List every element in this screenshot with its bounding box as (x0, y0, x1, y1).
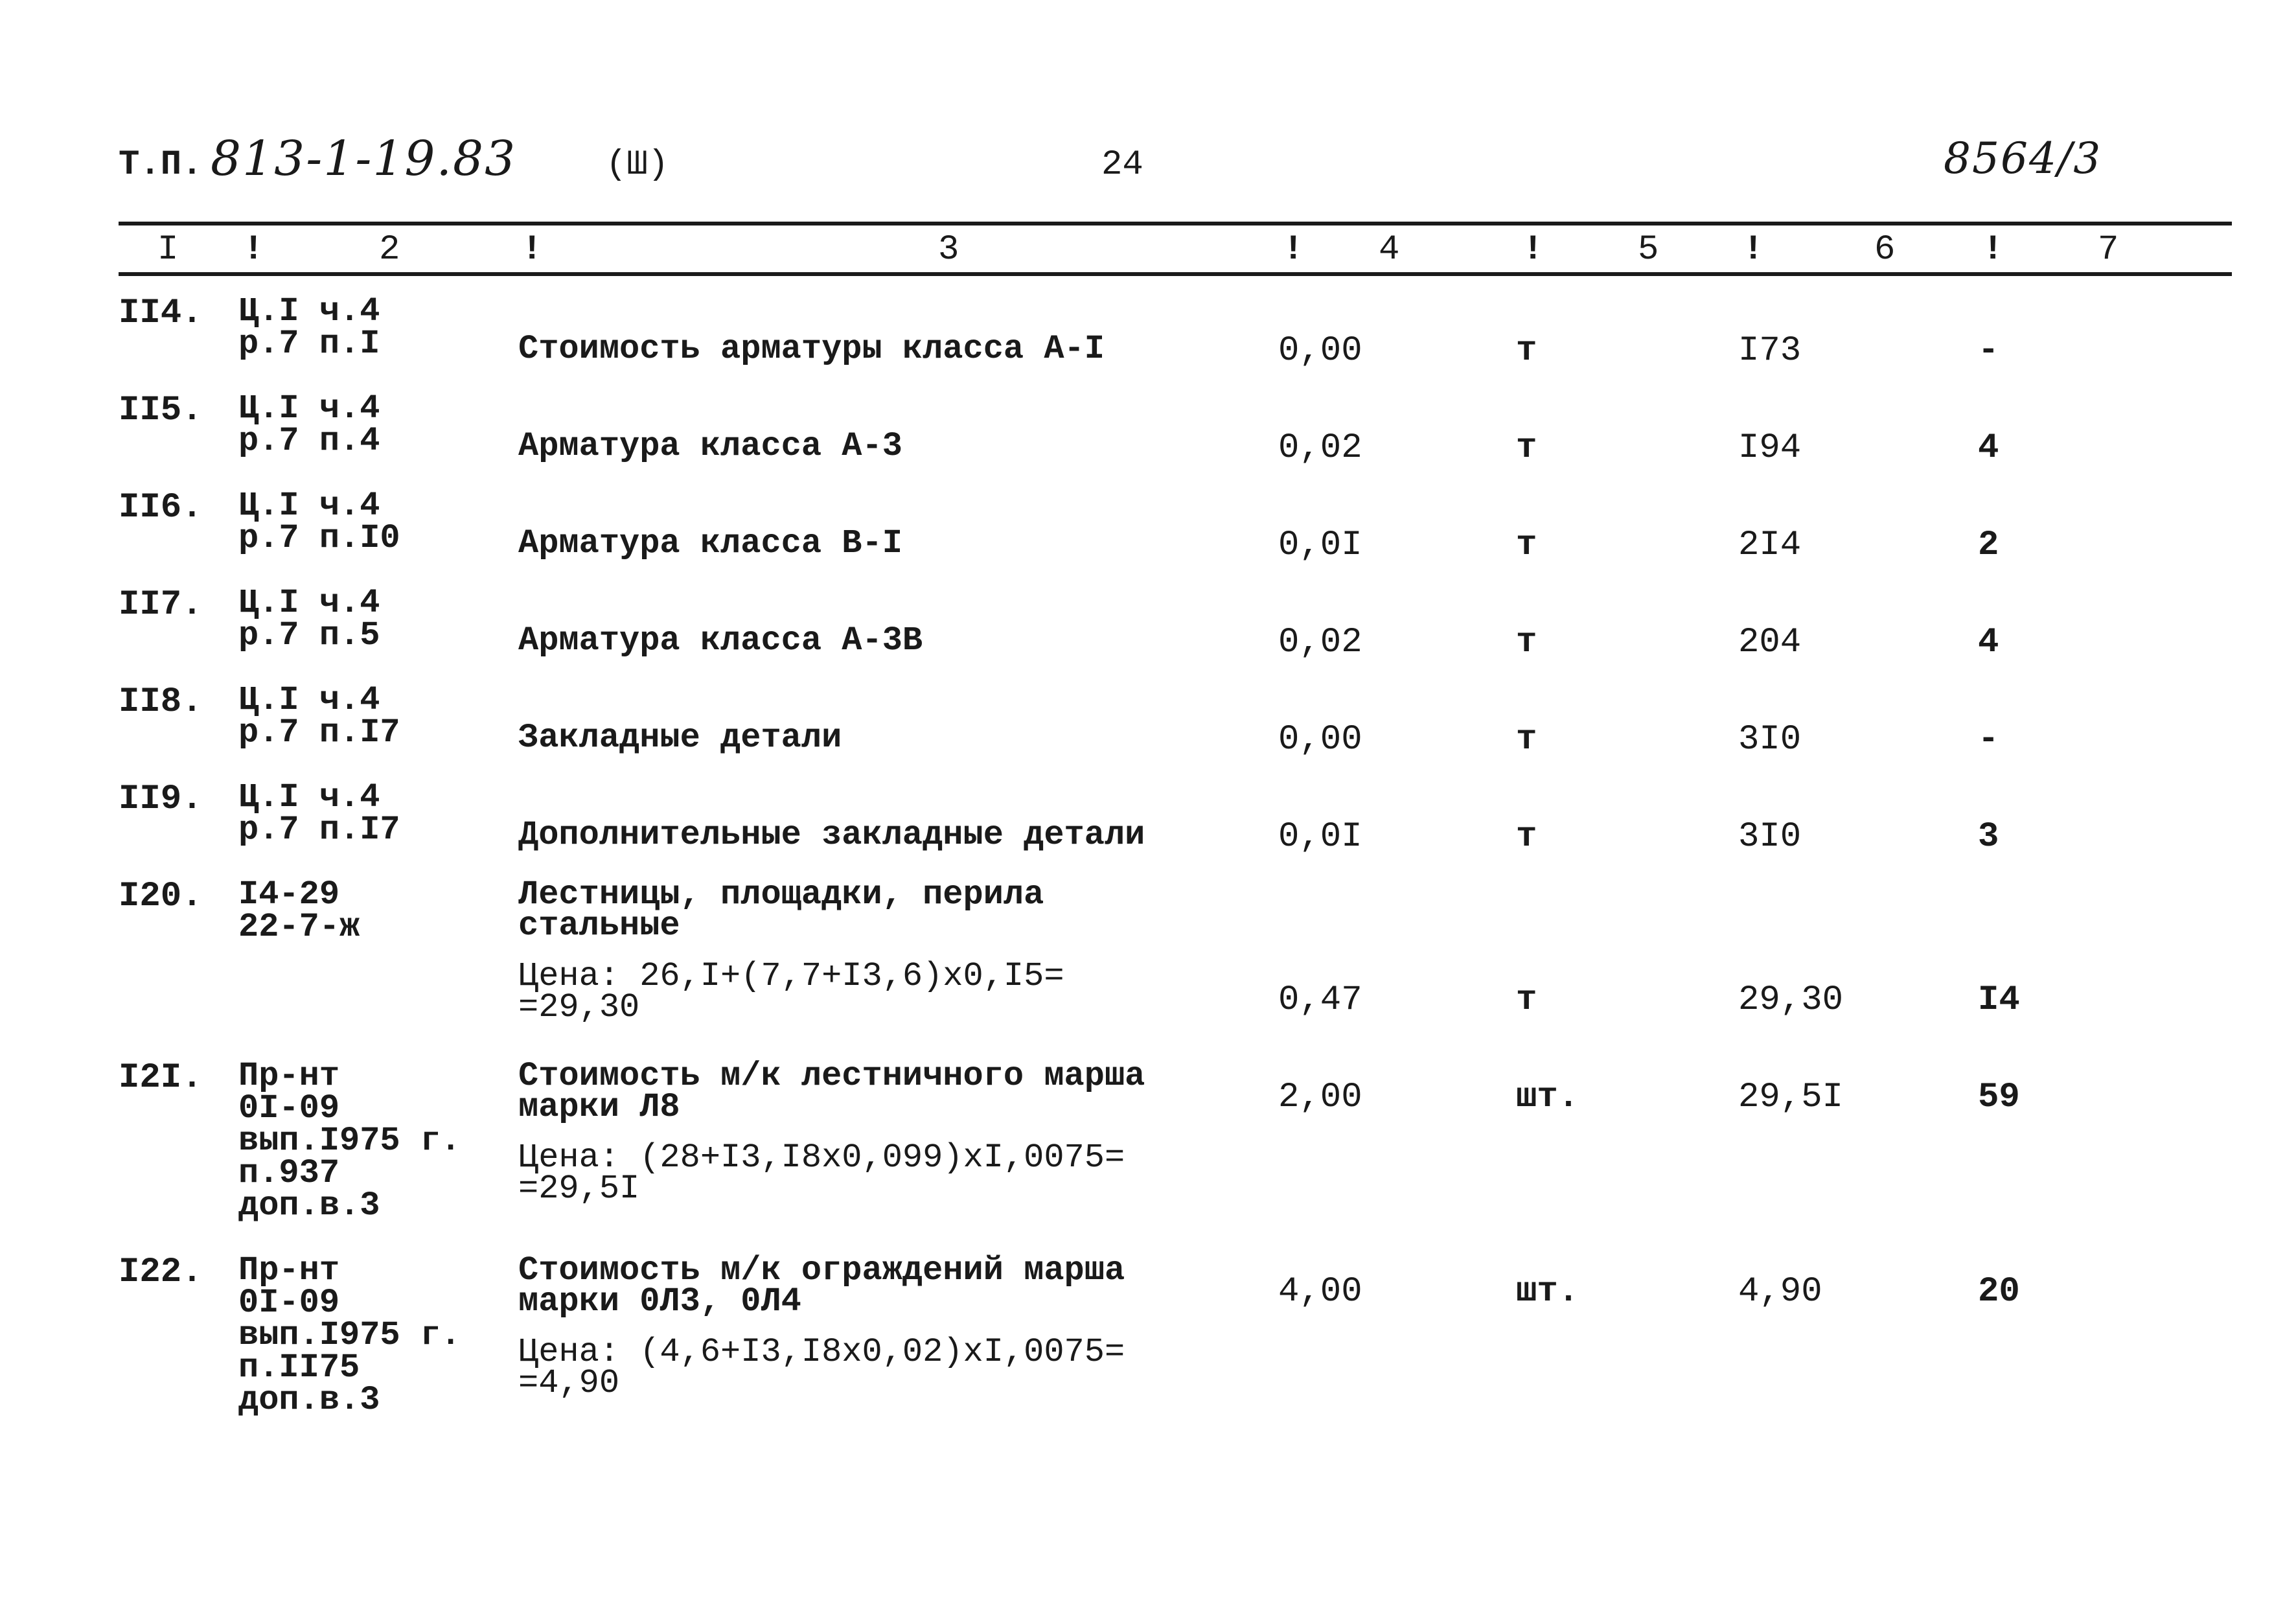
row-reference-line: Ц.I ч.4 (238, 681, 380, 719)
column-header-4: 4 (1379, 230, 1400, 270)
row-unit: т (1516, 623, 1537, 662)
row-total: - (1978, 331, 1999, 371)
row-reference-line: 22-7-ж (238, 908, 360, 946)
page-number: 24 (1101, 145, 1143, 185)
row-unit: шт. (1516, 1272, 1579, 1312)
column-header-1: I (157, 230, 179, 270)
row-unit: т (1516, 428, 1537, 468)
row-unit-cost: 29,30 (1738, 980, 1844, 1020)
row-quantity: 0,0I (1278, 817, 1362, 857)
row-unit-cost: I94 (1738, 428, 1802, 468)
row-unit-cost: 204 (1738, 623, 1802, 662)
row-quantity: 0,00 (1278, 720, 1362, 759)
row-unit: т (1516, 526, 1537, 565)
column-separator: ! (1982, 230, 2004, 270)
row-total: - (1978, 720, 1999, 759)
row-number: II8. (119, 682, 203, 722)
column-separator: ! (243, 230, 264, 270)
row-description-line: марки 0Л3, 0Л4 (518, 1282, 801, 1321)
row-quantity: 0,02 (1278, 623, 1362, 662)
row-reference-line: Ц.I ч.4 (238, 584, 380, 622)
row-price-formula-line: =4,90 (518, 1364, 620, 1402)
row-total: 4 (1978, 623, 1999, 662)
column-header-3: 3 (938, 230, 959, 270)
column-header-7: 7 (2098, 230, 2119, 270)
row-quantity: 2,00 (1278, 1078, 1362, 1117)
row-total: 3 (1978, 817, 1999, 857)
row-reference-line: Ц.I ч.4 (238, 778, 380, 816)
section-mark: (Ш) (606, 145, 669, 185)
row-total: I4 (1978, 980, 2020, 1020)
row-quantity: 0,02 (1278, 428, 1362, 468)
row-description-line: Стоимость м/к ограждений марша (518, 1251, 1125, 1289)
row-reference-line: Ц.I ч.4 (238, 292, 380, 330)
row-reference-line: р.7 п.4 (238, 422, 380, 460)
row-description-line: марки Л8 (518, 1088, 680, 1126)
row-total: 59 (1978, 1078, 2020, 1117)
row-description-line: Стоимость м/к лестничного марша (518, 1057, 1145, 1095)
row-number: II4. (119, 294, 203, 333)
column-header-5: 5 (1638, 230, 1659, 270)
row-description-line: Дополнительные закладные детали (518, 816, 1145, 854)
row-price-formula-line: =29,5I (518, 1170, 640, 1208)
row-price-formula-line: Цена: 26,I+(7,7+I3,6)x0,I5= (518, 957, 1064, 995)
row-reference-line: I4-29 (238, 875, 340, 914)
row-description-line: Арматура класса А-3 (518, 427, 902, 465)
column-separator: ! (1743, 230, 1764, 270)
column-header-2: 2 (379, 230, 400, 270)
row-total: 20 (1978, 1272, 2020, 1312)
row-unit: шт. (1516, 1078, 1579, 1117)
row-reference-line: Пр-нт (238, 1251, 340, 1289)
row-unit-cost: 3I0 (1738, 720, 1802, 759)
row-number: II9. (119, 780, 203, 819)
row-reference-line: р.7 п.I0 (238, 519, 400, 557)
column-separator: ! (1283, 230, 1304, 270)
row-quantity: 0,00 (1278, 331, 1362, 371)
row-price-formula-line: =29,30 (518, 988, 640, 1026)
row-number: I20. (119, 877, 203, 916)
table-header-bottom-rule (119, 272, 2232, 276)
row-unit: т (1516, 817, 1537, 857)
row-reference-line: Ц.I ч.4 (238, 389, 380, 428)
project-code-handwritten: 813-1-19.83 (211, 131, 517, 187)
row-reference-line: р.7 п.5 (238, 616, 380, 654)
row-quantity: 0,0I (1278, 526, 1362, 565)
row-reference-line: вып.I975 г. (238, 1316, 461, 1354)
row-reference-line: р.7 п.I (238, 325, 380, 363)
row-price-formula-line: Цена: (28+I3,I8x0,099)xI,0075= (518, 1139, 1125, 1177)
row-reference-line: 0I-09 (238, 1284, 340, 1322)
row-number: II6. (119, 488, 203, 527)
row-description-line: Лестницы, площадки, перила (518, 875, 1044, 914)
row-reference-line: Пр-нт (238, 1057, 340, 1095)
row-unit: т (1516, 980, 1537, 1020)
row-total: 2 (1978, 526, 1999, 565)
row-reference-line: доп.в.3 (238, 1186, 380, 1225)
row-number: I22. (119, 1253, 203, 1292)
row-number: II5. (119, 391, 203, 430)
row-reference-line: п.II75 (238, 1348, 360, 1387)
row-description-line: Закладные детали (518, 719, 842, 757)
row-total: 4 (1978, 428, 1999, 468)
row-quantity: 4,00 (1278, 1272, 1362, 1312)
column-header-6: 6 (1874, 230, 1896, 270)
archive-number-handwritten: 8564/3 (1944, 133, 2102, 183)
row-quantity: 0,47 (1278, 980, 1362, 1020)
row-description-line: стальные (518, 907, 680, 945)
row-reference-line: доп.в.3 (238, 1381, 380, 1419)
row-reference-line: Ц.I ч.4 (238, 487, 380, 525)
row-reference-line: р.7 п.I7 (238, 811, 400, 849)
table-top-rule (119, 222, 2232, 225)
row-description-line: Арматура класса А-3В (518, 621, 923, 660)
row-unit-cost: 3I0 (1738, 817, 1802, 857)
row-unit-cost: 4,90 (1738, 1272, 1822, 1312)
row-unit: т (1516, 331, 1537, 371)
row-reference-line: р.7 п.I7 (238, 713, 400, 752)
row-unit-cost: I73 (1738, 331, 1802, 371)
row-price-formula-line: Цена: (4,6+I3,I8x0,02)xI,0075= (518, 1333, 1125, 1371)
row-unit: т (1516, 720, 1537, 759)
row-description-line: Арматура класса В-I (518, 524, 902, 562)
row-description-line: Стоимость арматуры класса А-I (518, 330, 1105, 368)
row-number: I2I. (119, 1058, 203, 1098)
row-reference-line: 0I-09 (238, 1089, 340, 1127)
row-reference-line: вып.I975 г. (238, 1122, 461, 1160)
row-reference-line: п.937 (238, 1154, 340, 1192)
row-unit-cost: 2I4 (1738, 526, 1802, 565)
column-separator: ! (522, 230, 543, 270)
column-separator: ! (1522, 230, 1544, 270)
row-number: II7. (119, 585, 203, 625)
row-unit-cost: 29,5I (1738, 1078, 1844, 1117)
doc-prefix: Т.П. (119, 145, 203, 185)
